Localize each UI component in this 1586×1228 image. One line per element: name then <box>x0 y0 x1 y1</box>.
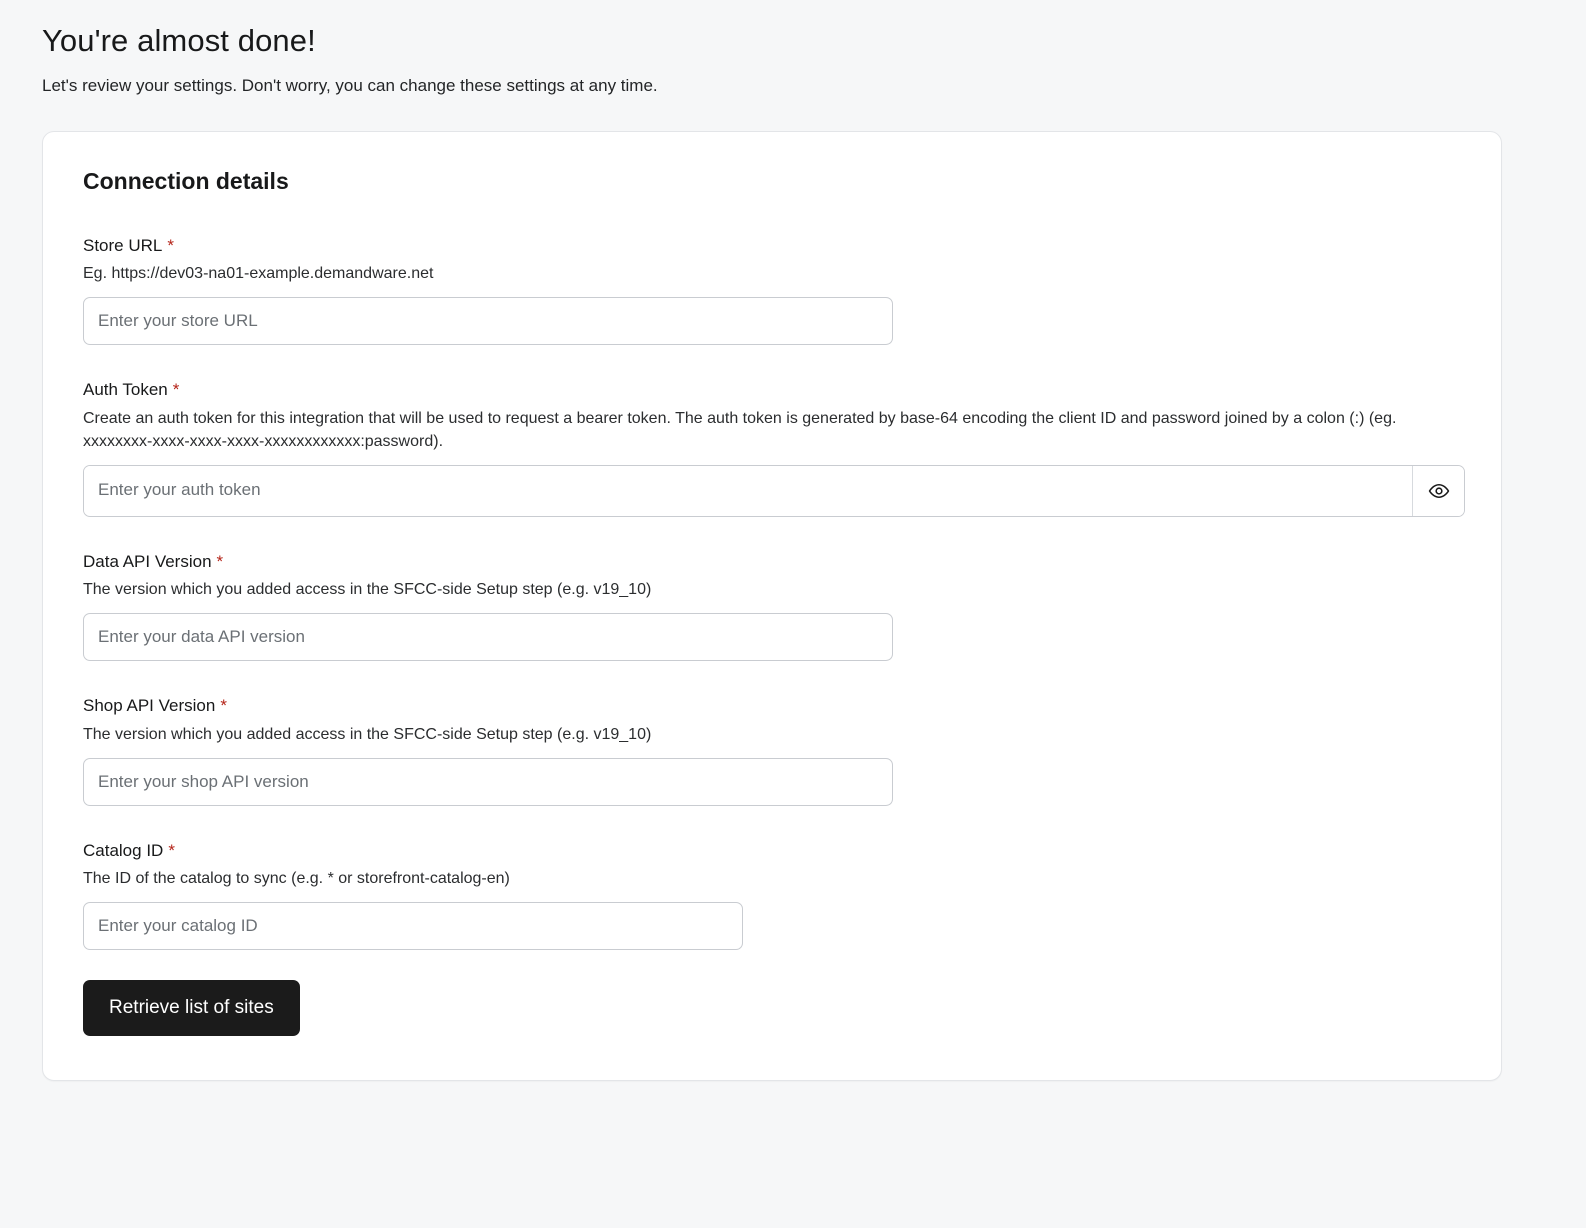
required-asterisk: * <box>216 551 224 571</box>
eye-icon[interactable] <box>1412 466 1464 516</box>
store-url-input[interactable] <box>83 297 893 345</box>
catalog-id-label-text: Catalog ID <box>83 840 164 860</box>
field-catalog-id <box>83 840 1461 950</box>
auth-token-input[interactable] <box>84 466 1412 514</box>
required-asterisk: * <box>168 840 175 860</box>
page-subtitle: Let's review your settings. Don't worry, you can change these settings at any time. <box>42 75 658 95</box>
auth-token-label <box>83 379 1461 400</box>
shop-api-version-input[interactable] <box>83 758 893 806</box>
store-url-help: Eg. https://dev03-na01-example.demandware.net <box>83 265 434 283</box>
card-title: Connection details <box>83 167 289 194</box>
shop-api-version-label <box>83 695 1461 716</box>
store-url-label <box>83 235 1461 256</box>
auth-token-input-group <box>83 465 1465 517</box>
auth-token-label-text: Auth Token <box>83 380 168 400</box>
data-api-version-input[interactable] <box>83 613 893 661</box>
shop-api-version-label-text: Shop API Version <box>83 696 216 716</box>
field-shop-api-version <box>83 695 1461 805</box>
field-store-url <box>83 235 1461 345</box>
connection-details-card <box>42 131 1502 1081</box>
retrieve-list-of-sites-button[interactable]: Retrieve list of sites <box>83 980 300 1036</box>
field-auth-token <box>83 379 1461 517</box>
store-url-label-text: Store URL <box>83 235 163 255</box>
field-data-api-version <box>83 551 1461 661</box>
catalog-id-help: The ID of the catalog to sync (e.g. * or storefront-catalog-en) <box>83 870 510 888</box>
data-api-version-label-text: Data API Version <box>83 551 212 571</box>
shop-api-version-help: The version which you added access in the SFCC-side Setup step (e.g. v19_10) <box>83 725 652 743</box>
required-asterisk: * <box>167 235 174 255</box>
required-asterisk: * <box>172 380 180 400</box>
required-asterisk: * <box>220 696 227 716</box>
auth-token-help: Create an auth token for this integration that will be used to request a bearer token. The auth token is generated by base-64 encoding the client ID and password joined by a colon (:) (eg. xxxxxxxx-xxxx-xxxx-xxxx-xxxxxxxxxxxx:password). <box>83 409 1397 450</box>
catalog-id-label <box>83 840 1461 861</box>
page-title: You're almost done! <box>42 23 316 58</box>
data-api-version-label <box>83 551 1461 572</box>
catalog-id-input[interactable] <box>83 902 743 950</box>
data-api-version-help: The version which you added access in the SFCC-side Setup step (e.g. v19_10) <box>83 581 652 599</box>
